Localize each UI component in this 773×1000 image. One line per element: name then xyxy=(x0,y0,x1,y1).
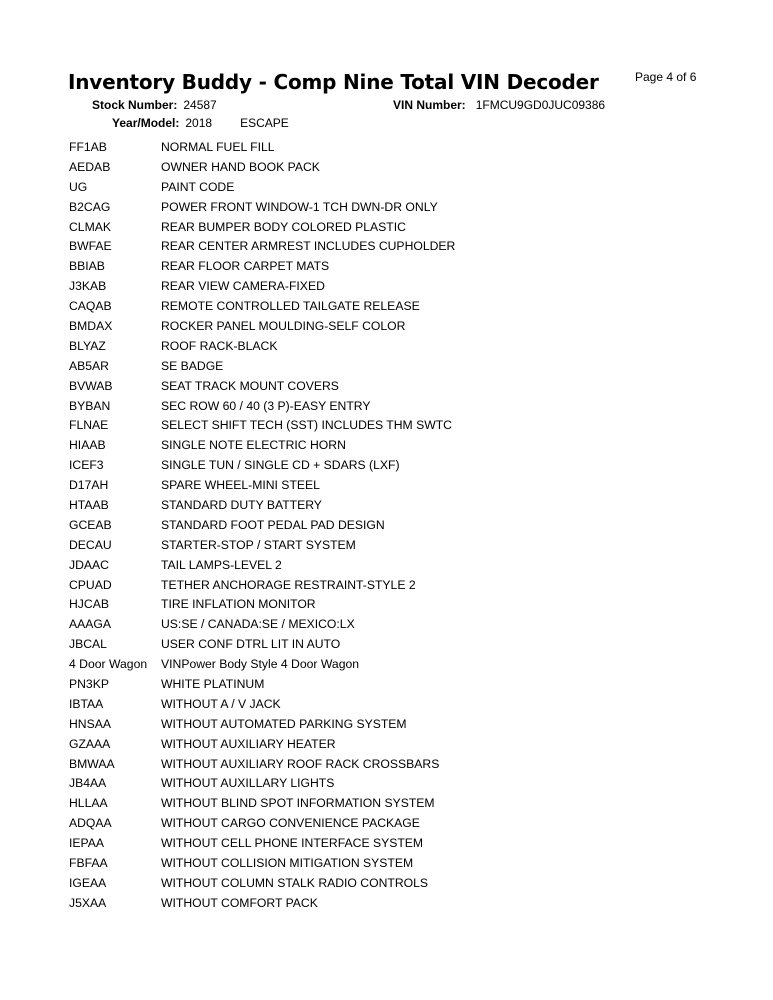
option-code: HNSAA xyxy=(69,716,111,731)
option-row xyxy=(69,356,629,376)
option-code: CPUAD xyxy=(69,577,112,592)
option-row xyxy=(69,137,629,157)
option-code: HLLAA xyxy=(69,796,108,811)
option-code: AEDAB xyxy=(69,159,111,174)
option-code: FLNAE xyxy=(69,418,109,433)
option-description: TETHER ANCHORAGE RESTRAINT-STYLE 2 xyxy=(161,577,416,592)
option-code: IBTAA xyxy=(69,696,104,711)
option-description: POWER FRONT WINDOW-1 TCH DWN-DR ONLY xyxy=(161,199,438,214)
option-row xyxy=(69,296,629,316)
option-description: PAINT CODE xyxy=(161,179,235,194)
option-row xyxy=(69,435,629,455)
option-description: REMOTE CONTROLLED TAILGATE RELEASE xyxy=(161,299,420,314)
page-title: Inventory Buddy - Comp Nine Total VIN Decoder xyxy=(68,70,599,94)
option-row xyxy=(69,177,629,197)
option-description: WITHOUT CELL PHONE INTERFACE SYSTEM xyxy=(161,836,424,851)
option-row xyxy=(69,614,629,634)
option-row xyxy=(69,396,629,416)
option-row xyxy=(69,217,629,237)
option-row xyxy=(69,694,629,714)
option-description: SPARE WHEEL-MINI STEEL xyxy=(161,478,320,493)
option-description: US:SE / CANADA:SE / MEXICO:LX xyxy=(161,617,355,632)
option-row xyxy=(69,475,629,495)
option-description: TIRE INFLATION MONITOR xyxy=(161,597,316,612)
option-code: B2CAG xyxy=(69,199,111,214)
vin-number xyxy=(393,98,605,112)
option-code: HTAAB xyxy=(69,497,109,512)
option-row xyxy=(69,316,629,336)
option-code: GCEAB xyxy=(69,517,112,532)
option-code: D17AH xyxy=(69,478,109,493)
option-code: BLYAZ xyxy=(69,338,106,353)
stock-number-label: Stock Number: xyxy=(92,98,178,112)
option-description: OWNER HAND BOOK PACK xyxy=(161,159,320,174)
option-row xyxy=(69,197,629,217)
option-row xyxy=(69,336,629,356)
year-model-label: Year/Model: xyxy=(112,116,180,130)
option-row xyxy=(69,236,629,256)
option-description: SINGLE TUN / SINGLE CD + SDARS (LXF) xyxy=(161,458,400,473)
option-description: NORMAL FUEL FILL xyxy=(161,139,275,154)
option-description: STANDARD FOOT PEDAL PAD DESIGN xyxy=(161,517,385,532)
option-description: WITHOUT AUXILLARY LIGHTS xyxy=(161,776,335,791)
option-code: ICEF3 xyxy=(69,458,104,473)
option-description: WHITE PLATINUM xyxy=(161,676,265,691)
option-description: ROOF RACK-BLACK xyxy=(161,338,278,353)
option-code: BMWAA xyxy=(69,756,115,771)
option-row xyxy=(69,575,629,595)
option-row xyxy=(69,714,629,734)
option-code: FBFAA xyxy=(69,856,108,870)
option-row xyxy=(69,793,629,813)
option-description: REAR CENTER ARMREST INCLUDES CUPHOLDER xyxy=(161,239,456,254)
stock-number-value: 24587 xyxy=(183,98,217,112)
option-description: TAIL LAMPS-LEVEL 2 xyxy=(161,557,282,572)
option-row xyxy=(69,734,629,754)
option-code: JB4AA xyxy=(69,776,107,791)
option-row xyxy=(69,535,629,555)
option-row xyxy=(69,813,629,833)
option-description: SE BADGE xyxy=(161,358,224,373)
option-code: BVWAB xyxy=(69,378,113,393)
option-description: WITHOUT AUXILIARY HEATER xyxy=(161,736,336,751)
option-row xyxy=(69,555,629,575)
option-code: FF1AB xyxy=(69,139,107,154)
option-code: BBIAB xyxy=(69,259,105,274)
stock-number xyxy=(92,98,217,112)
vin-number-value: 1FMCU9GD0JUC09386 xyxy=(475,98,606,112)
option-row xyxy=(69,455,629,475)
option-code: BWFAE xyxy=(69,239,112,254)
option-code: J3KAB xyxy=(69,279,107,294)
option-code-list xyxy=(69,137,629,913)
option-description: VINPower Body Style 4 Door Wagon xyxy=(161,657,360,672)
option-code: 4 Door Wagon xyxy=(69,657,148,672)
option-description: REAR BUMPER BODY COLORED PLASTIC xyxy=(161,219,406,234)
option-description: WITHOUT AUTOMATED PARKING SYSTEM xyxy=(161,716,407,731)
option-description: WITHOUT BLIND SPOT INFORMATION SYSTEM xyxy=(161,796,435,811)
option-description: SEAT TRACK MOUNT COVERS xyxy=(161,378,339,393)
option-description: ROCKER PANEL MOULDING-SELF COLOR xyxy=(161,318,406,333)
option-row xyxy=(69,774,629,794)
option-code: HJCAB xyxy=(69,597,109,612)
option-row xyxy=(69,256,629,276)
option-row xyxy=(69,654,629,674)
option-code: HIAAB xyxy=(69,438,106,453)
option-code: ADQAA xyxy=(69,816,112,831)
option-description: SELECT SHIFT TECH (SST) INCLUDES THM SWTC xyxy=(161,418,452,433)
option-code: BMDAX xyxy=(69,318,113,333)
option-code: IEPAA xyxy=(69,836,104,851)
option-description: REAR FLOOR CARPET MATS xyxy=(161,259,330,274)
option-code: BYBAN xyxy=(69,398,111,413)
vin-number-label: VIN Number: xyxy=(393,98,466,112)
option-description: WITHOUT A / V JACK xyxy=(161,696,281,711)
page-number: Page 4 of 6 xyxy=(635,70,697,84)
option-row xyxy=(69,674,629,694)
option-row xyxy=(69,754,629,774)
option-row xyxy=(69,833,629,853)
option-code: IGEAA xyxy=(69,875,107,890)
option-description: WITHOUT AUXILIARY ROOF RACK CROSSBARS xyxy=(161,756,440,771)
option-row xyxy=(69,376,629,396)
option-description: WITHOUT CARGO CONVENIENCE PACKAGE xyxy=(161,816,420,831)
option-description: WITHOUT COLUMN STALK RADIO CONTROLS xyxy=(161,875,429,890)
option-description: SINGLE NOTE ELECTRIC HORN xyxy=(161,438,346,453)
model-value: ESCAPE xyxy=(240,116,289,130)
option-description: USER CONF DTRL LIT IN AUTO xyxy=(161,637,341,652)
option-description: WITHOUT COMFORT PACK xyxy=(161,895,318,910)
option-row xyxy=(69,594,629,614)
option-row xyxy=(69,495,629,515)
year-model xyxy=(112,116,289,130)
option-description: STARTER-STOP / START SYSTEM xyxy=(161,537,356,552)
option-row xyxy=(69,157,629,177)
year-value: 2018 xyxy=(185,116,213,130)
option-row xyxy=(69,276,629,296)
option-row xyxy=(69,873,629,893)
option-row xyxy=(69,515,629,535)
option-code: AAAGA xyxy=(69,617,111,632)
option-row xyxy=(69,853,629,873)
option-description: WITHOUT COLLISION MITIGATION SYSTEM xyxy=(161,856,414,870)
option-code: J5XAA xyxy=(69,895,107,910)
option-code: JDAAC xyxy=(69,557,109,572)
option-description: STANDARD DUTY BATTERY xyxy=(161,497,322,512)
option-row xyxy=(69,893,629,913)
option-code: GZAAA xyxy=(69,736,111,751)
option-code: DECAU xyxy=(69,537,112,552)
option-code: PN3KP xyxy=(69,676,109,691)
option-code: JBCAL xyxy=(69,637,107,652)
option-code: UG xyxy=(69,179,88,194)
option-row xyxy=(69,634,629,654)
option-row xyxy=(69,415,629,435)
option-code: CLMAK xyxy=(69,219,111,234)
option-code: CAQAB xyxy=(69,299,112,314)
option-description: REAR VIEW CAMERA-FIXED xyxy=(161,279,325,294)
option-description: SEC ROW 60 / 40 (3 P)-EASY ENTRY xyxy=(161,398,371,413)
option-code: AB5AR xyxy=(69,358,109,373)
